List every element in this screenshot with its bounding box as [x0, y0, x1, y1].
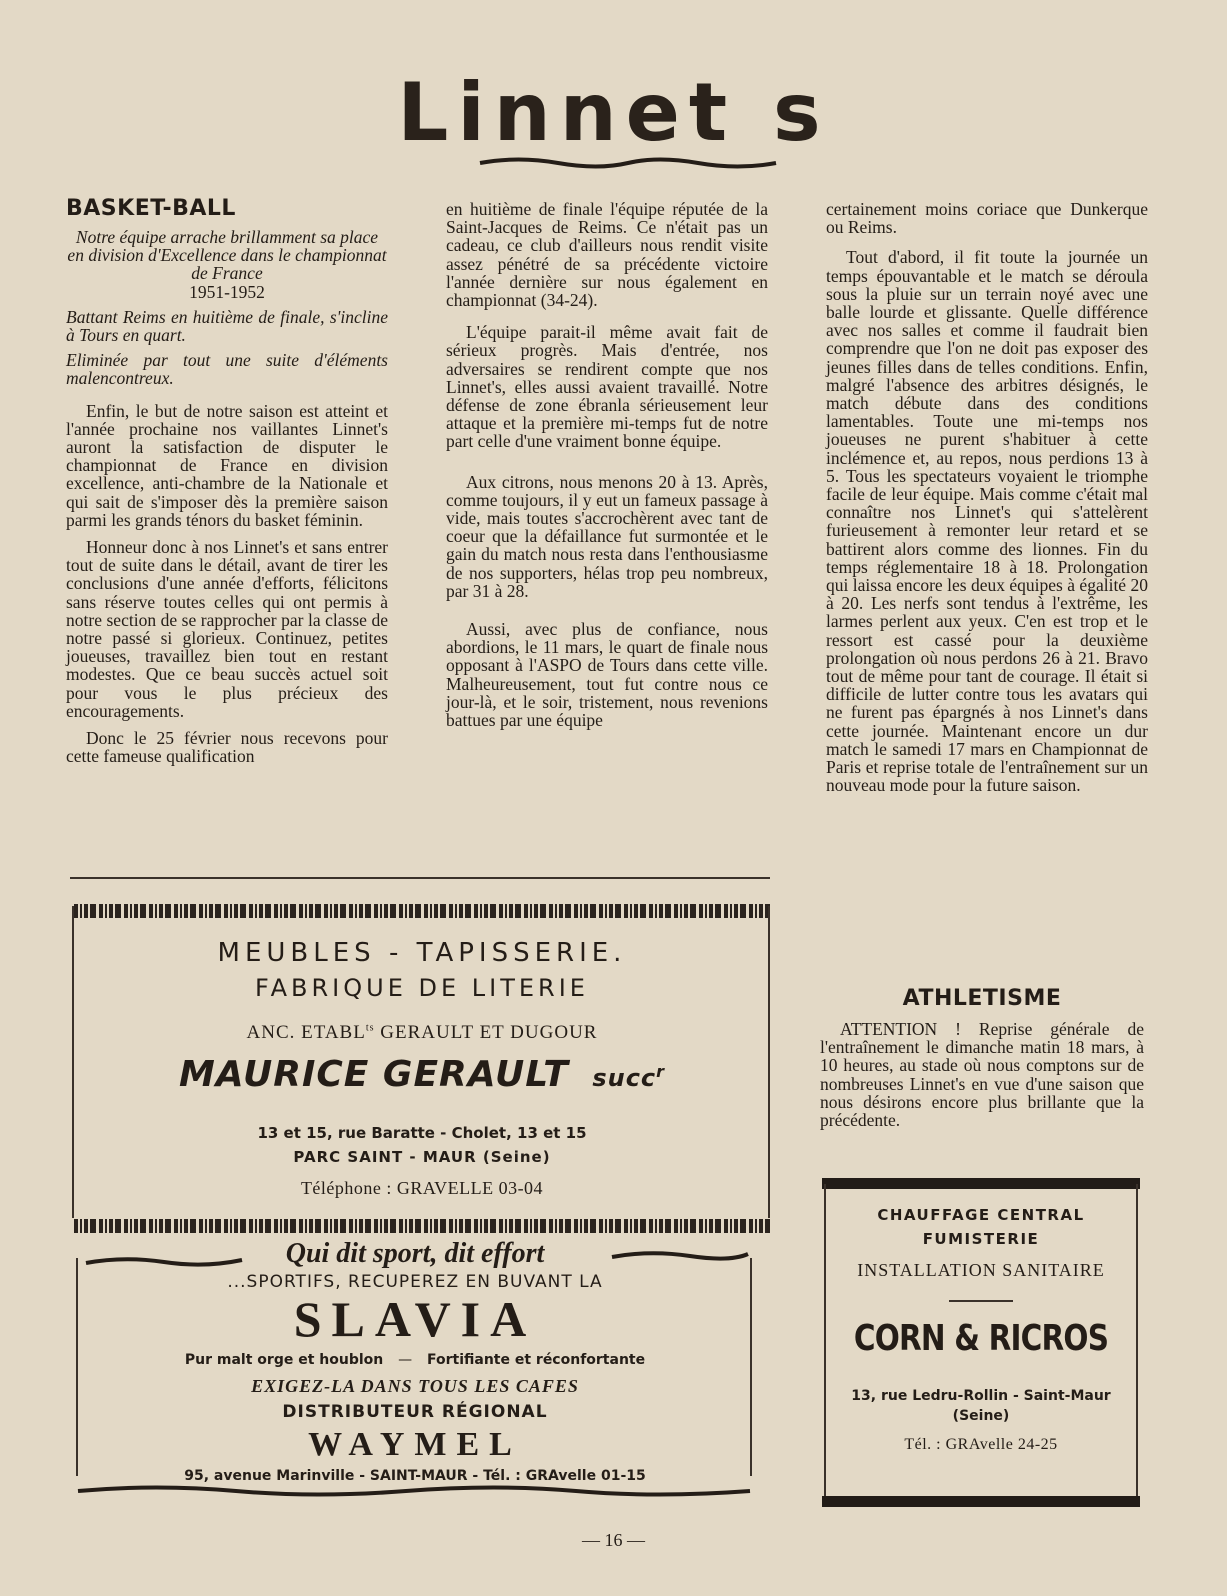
page-number: — 16 —: [582, 1530, 645, 1550]
chauffage-border-right: [1136, 1184, 1138, 1498]
athletisme-section: [820, 986, 1144, 1138]
basket-column-1: [66, 196, 388, 774]
ad-meubles-line2: FABRIQUE DE LITERIE: [255, 974, 589, 1002]
title-swash-ornament: [478, 156, 778, 170]
ad-meubles-address2: PARC SAINT - MAUR (Seine): [293, 1148, 551, 1166]
intro-line: Eliminée par tout une suite d'éléments malencontreux.: [66, 350, 388, 389]
athletisme-text: ATTENTION ! Reprise générale de l'entraînement le dimanche matin 18 mars, à 10 heures, au stade où nous comptons sur de nombreuses Linnet's en vue d'une saison que nous désirons encore plus brillante que la précédente.: [820, 1019, 1144, 1131]
chauffage-border-top: [822, 1178, 1140, 1189]
basket-heading: BASKET-BALL: [66, 196, 236, 221]
former-sup: ts: [365, 1022, 375, 1034]
slavia-line2-sep: —: [398, 1352, 413, 1368]
chauffage-line1: CHAUFFAGE CENTRAL: [877, 1206, 1085, 1224]
ad-meubles: [74, 920, 770, 1216]
slavia-brand: SLAVIA: [293, 1291, 537, 1347]
athletisme-heading: ATHLETISME: [902, 986, 1062, 1011]
former-prefix: ANC. ETABL: [246, 1022, 366, 1043]
ad-meubles-line1: MEUBLES - TAPISSERIE.: [217, 938, 627, 968]
ad-border-left: [72, 906, 74, 1218]
chauffage-line3: INSTALLATION SANITAIRE: [857, 1260, 1105, 1280]
slavia-line1: ...SPORTIFS, RECUPEREZ EN BUVANT LA: [227, 1272, 603, 1292]
ad-meubles-address1: 13 et 15, rue Baratte - Cholet, 13 et 15: [257, 1124, 587, 1142]
article-paragraph: en huitième de finale l'équipe réputée de la Saint-Jacques de Reims. Ce n'était pas un cadeau, ce club d'ailleurs nous rendit visite assez pénétré de sa précédente victoire l'année dernière sur nous également en championnat (34-24).: [446, 199, 768, 311]
ad-border-top: [74, 904, 770, 918]
chauffage-border-bottom: [822, 1496, 1140, 1507]
ad-slavia: [80, 1238, 750, 1506]
former-suffix: GERAULT ET DUGOUR: [374, 1022, 598, 1043]
slavia-line2: [80, 1352, 750, 1368]
chauffage-border-left: [824, 1184, 826, 1498]
slavia-line2a: Pur malt orge et houblon: [184, 1352, 384, 1368]
intro-line: Notre équipe arrache brillamment sa place en division d'Excellence dans le championnat de France: [67, 227, 387, 284]
intro-season: 1951-1952: [189, 281, 265, 302]
basket-column-3: [826, 200, 1148, 804]
slavia-line4: DISTRIBUTEUR RÉGIONAL: [282, 1402, 548, 1422]
article-paragraph: Aussi, avec plus de confiance, nous abordions, le 11 mars, le quart de finale nous opposant à l'ASPO de Tours dans cette ville. Malheureusement, tout fut contre nous ce jour-là, et le soir, tristement, nous revenions battues par une équipe: [446, 619, 768, 731]
article-paragraph: Honneur donc à nos Linnet's et sans entrer tout de suite dans le détail, avant de tirer les conclusions d'une année d'efforts, félicitons sans réserve toutes celles qui ont permis à notre section de se rapprocher par la classe de notre passé si glorieux. Continuez, petites joueuses, travaillez bien tout en restant modestes. Que ce beau succès actuel soit pour vous le plus précieux des encouragements.: [66, 537, 388, 721]
slavia-bottom-swash: [76, 1484, 752, 1498]
slavia-line2b: Fortifiante et réconfortante: [426, 1352, 646, 1368]
basket-column-2: [446, 200, 768, 738]
ad-meubles-phone: Téléphone : GRAVELLE 03-04: [300, 1178, 544, 1198]
section-divider: [70, 877, 770, 879]
ad-meubles-former: [74, 1022, 770, 1044]
slavia-border-right: [750, 1258, 752, 1476]
ad-meubles-name: [74, 1054, 770, 1095]
chauffage-name: CORN & RICROS: [853, 1318, 1109, 1359]
chauffage-line2: FUMISTERIE: [922, 1230, 1040, 1248]
article-paragraph: Aux citrons, nous menons 20 à 13. Après, comme toujours, il y eut un fameux passage à vide, mais toutes s'accrochèrent avec tant de coeur que la défaillance fut surmontée et le gain du match nous resta dans l'enthousiasme de nos supporters, hélas trop peu nombreux, par 31 à 28.: [446, 471, 768, 601]
article-paragraph: certainement moins coriace que Dunkerque ou Reims.: [826, 199, 1148, 238]
page-title: Linnet s: [397, 66, 830, 159]
intro-line: Battant Reims en huitième de finale, s'incline à Tours en quart.: [66, 306, 388, 346]
article-paragraph: Tout d'abord, il fit toute la journée un temps épouvantable et le match se déroula sous la pluie sur un terrain noyé avec une balle lourde et glissante. Quelle différence avec nos salles et comme il faudrait bien comprendre que l'on ne doit pas exposer des jeunes filles dans de telles conditions. Enfin, malgré l'absence des arbitres désignés, le match débute dans des conditions lamentables. Toute une mi-temps nos joueuses ne purent s'habituer à cette inclémence et, au repos, nous perdions 13 à 5. Tous les spectateurs voyaient le triomphe facile de leur équipe. Mais comme c'était mal connaître nos Linnet's qui s'attelèrent furieusement à remonter leur retard et se battirent alors comme des lionnes. Fin du temps réglementaire 18 à 18. Prolongation qui laissa encore les deux équipes à égalité 20 à 20. Les nerfs sont tendus à l'extrême, les larmes perlent aux yeux. C'en est trop et le ressort est cassé pour la deuxième prolongation où nous perdons 26 à 21. Bravo tout de même pour tant de courage. Il était si difficile de lutter contre tous les avatars qui ne furent pas épargnés à nos Linnet's dans cette journée. Maintenant encore un dur match le samedi 17 mars en Championnat de Paris et reprise totale de l'entraînement sur un nouveau mode pour la future saison.: [826, 247, 1148, 796]
slavia-distributor: WAYMEL: [308, 1426, 522, 1463]
basket-intro: [66, 228, 388, 388]
article-paragraph: L'équipe parait-il même avait fait de sérieux progrès. Mais d'entrée, nos adversaires se rendirent compte que nos Linnet's, elles aussi avaient travaillé. Notre défense de zone ébranla sérieusement leur attaque et la première mi-temps fut de notre part celle d'une vraiment bonne équipe.: [446, 322, 768, 452]
slavia-border-left: [76, 1258, 78, 1476]
chauffage-phone: Tél. : GRAvelle 24-25: [904, 1436, 1058, 1453]
article-paragraph: Donc le 25 février nous recevons pour cette fameuse qualification: [66, 728, 388, 767]
slavia-address: 95, avenue Marinville - SAINT-MAUR - Tél. : GRAvelle 01-15: [184, 1468, 646, 1484]
merchant-name: MAURICE GERAULT: [178, 1054, 569, 1095]
ad-border-right: [768, 906, 770, 1218]
chauffage-address1: 13, rue Ledru-Rollin - Saint-Maur: [851, 1388, 1111, 1404]
ad-border-bottom: [74, 1219, 770, 1233]
chauffage-address2: (Seine): [952, 1408, 1010, 1424]
slavia-line3: EXIGEZ-LA DANS TOUS LES CAFES: [251, 1376, 579, 1396]
successor-label: succ$^r$: [592, 1062, 666, 1092]
slavia-slogan: Qui dit sport, dit effort: [285, 1238, 545, 1269]
article-paragraph: Enfin, le but de notre saison est atteint et l'année prochaine nos vaillantes Linnet's auront la satisfaction de disputer le championnat de France en division excellence, anti-chambre de la Nationale et qui sait de s'imposer dès la première saison parmi les grands ténors du basket féminin.: [66, 400, 388, 530]
chauffage-divider: [949, 1300, 1013, 1302]
ad-chauffage: [822, 1190, 1140, 1490]
